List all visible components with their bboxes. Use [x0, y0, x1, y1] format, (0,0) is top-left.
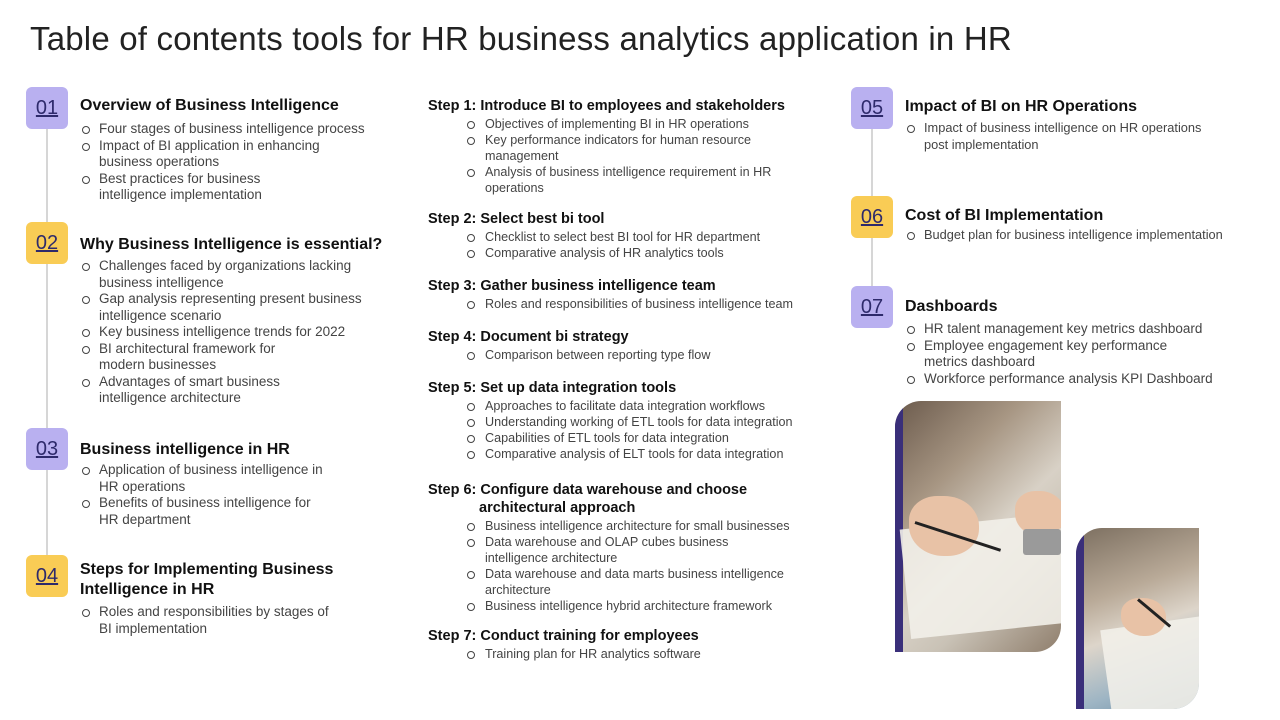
list-item[interactable]: Comparative analysis of ELT tools for data integration [465, 446, 828, 462]
step-title: Step 3: Gather business intelligence team [428, 278, 716, 294]
list-item[interactable]: Impact of business intelligence on HR operations post implementation [905, 120, 1215, 153]
step-items [465, 229, 828, 261]
section-number-badge: 02 [26, 222, 68, 264]
section-title: Overview of Business Intelligence [80, 97, 339, 114]
list-item[interactable]: Roles and responsibilities by stages of BI implementation [80, 604, 340, 637]
list-item[interactable]: BI architectural framework for modern businesses [80, 341, 290, 374]
section-title: Steps for Implementing Business Intelligence in HR [80, 561, 334, 598]
photo-hand-writing-notebook [1076, 528, 1199, 709]
step-title: Step 5: Set up data integration tools [428, 380, 677, 396]
section-items [80, 604, 370, 637]
list-item[interactable]: Data warehouse and OLAP cubes business intelligence architecture [465, 534, 755, 566]
section-items [80, 258, 390, 407]
list-item[interactable]: HR talent management key metrics dashboard [905, 321, 1235, 338]
list-item[interactable]: Application of business intelligence in HR operations [80, 462, 340, 495]
step-2[interactable] [428, 210, 828, 261]
list-item[interactable]: Key performance indicators for human resource management [465, 132, 765, 164]
section-number-badge: 07 [851, 286, 893, 328]
step-items [465, 398, 828, 462]
list-item[interactable]: Capabilities of ETL tools for data integration [465, 430, 828, 446]
section-title: Cost of BI Implementation [905, 207, 1104, 224]
section-items [905, 321, 1235, 387]
list-item[interactable]: Business intelligence architecture for small businesses [465, 518, 828, 534]
section-05[interactable] [851, 87, 1251, 167]
section-02[interactable] [26, 222, 406, 412]
section-04[interactable] [26, 555, 406, 645]
list-item[interactable]: Four stages of business intelligence process [80, 121, 400, 138]
step-3[interactable] [428, 277, 828, 312]
step-1[interactable] [428, 97, 828, 196]
step-5[interactable] [428, 379, 828, 462]
list-item[interactable]: Benefits of business intelligence for HR department [80, 495, 330, 528]
list-item[interactable]: Employee engagement key performance metrics dashboard [905, 338, 1195, 371]
list-item[interactable]: Approaches to facilitate data integration workflows [465, 398, 828, 414]
step-items [465, 296, 828, 312]
list-item[interactable]: Comparison between reporting type flow [465, 347, 828, 363]
section-number-badge: 04 [26, 555, 68, 597]
list-item[interactable]: Understanding working of ETL tools for data integration [465, 414, 828, 430]
section-title: Impact of BI on HR Operations [905, 98, 1138, 115]
step-title: Step 7: Conduct training for employees [428, 628, 699, 644]
section-items [80, 462, 370, 528]
step-title-line2: architectural approach [479, 500, 636, 516]
step-items [465, 116, 828, 196]
list-item[interactable]: Objectives of implementing BI in HR operations [465, 116, 828, 132]
list-item[interactable]: Roles and responsibilities of business intelligence team [465, 296, 828, 312]
step-items [465, 518, 828, 614]
photo-frame-accent [1076, 528, 1084, 709]
step-title: Step 4: Document bi strategy [428, 329, 629, 345]
list-item[interactable]: Data warehouse and data marts business intelligence architecture [465, 566, 805, 598]
list-item[interactable]: Workforce performance analysis KPI Dashboard [905, 371, 1235, 388]
page-title: Table of contents tools for HR business analytics application in HR [30, 20, 1012, 57]
list-item[interactable]: Budget plan for business intelligence implementation [905, 227, 1265, 244]
step-6[interactable] [428, 481, 828, 614]
list-item[interactable]: Gap analysis representing present business intelligence scenario [80, 291, 380, 324]
step-7[interactable] [428, 627, 828, 662]
photo-hands-writing-calculator [895, 401, 1061, 652]
list-item[interactable]: Comparative analysis of HR analytics tools [465, 245, 828, 261]
section-items [905, 120, 1225, 153]
section-03[interactable] [26, 428, 406, 538]
section-number-badge: 05 [851, 87, 893, 129]
list-item[interactable]: Training plan for HR analytics software [465, 646, 828, 662]
step-items [465, 646, 828, 662]
step-items [465, 347, 828, 363]
section-number-badge: 03 [26, 428, 68, 470]
photo-calculator [1023, 529, 1061, 555]
section-number-badge: 06 [851, 196, 893, 238]
section-06[interactable] [851, 196, 1271, 256]
step-title-line1: Step 6: Configure data warehouse and choose [428, 482, 748, 498]
step-title: Step 2: Select best bi tool [428, 211, 605, 227]
photo-frame-accent [895, 401, 903, 652]
list-item[interactable]: Analysis of business intelligence requirement in HR operations [465, 164, 775, 196]
step-title [428, 481, 828, 517]
step-4[interactable] [428, 328, 828, 363]
list-item[interactable]: Impact of BI application in enhancing business operations [80, 138, 320, 171]
photo-hand [909, 496, 979, 556]
section-items [80, 121, 400, 204]
list-item[interactable]: Best practices for business intelligence implementation [80, 171, 280, 204]
list-item[interactable]: Key business intelligence trends for 2022 [80, 324, 390, 341]
section-items [905, 227, 1265, 244]
section-title: Business intelligence in HR [80, 441, 290, 458]
list-item[interactable]: Challenges faced by organizations lacking business intelligence [80, 258, 370, 291]
section-number-badge: 01 [26, 87, 68, 129]
section-07[interactable] [851, 286, 1251, 396]
list-item[interactable]: Advantages of smart business intelligence architecture [80, 374, 290, 407]
step-title: Step 1: Introduce BI to employees and stakeholders [428, 98, 785, 114]
section-01[interactable] [26, 87, 406, 212]
list-item[interactable]: Checklist to select best BI tool for HR department [465, 229, 828, 245]
list-item[interactable]: Business intelligence hybrid architecture framework [465, 598, 828, 614]
section-title: Why Business Intelligence is essential? [80, 236, 383, 253]
section-title: Dashboards [905, 298, 998, 315]
